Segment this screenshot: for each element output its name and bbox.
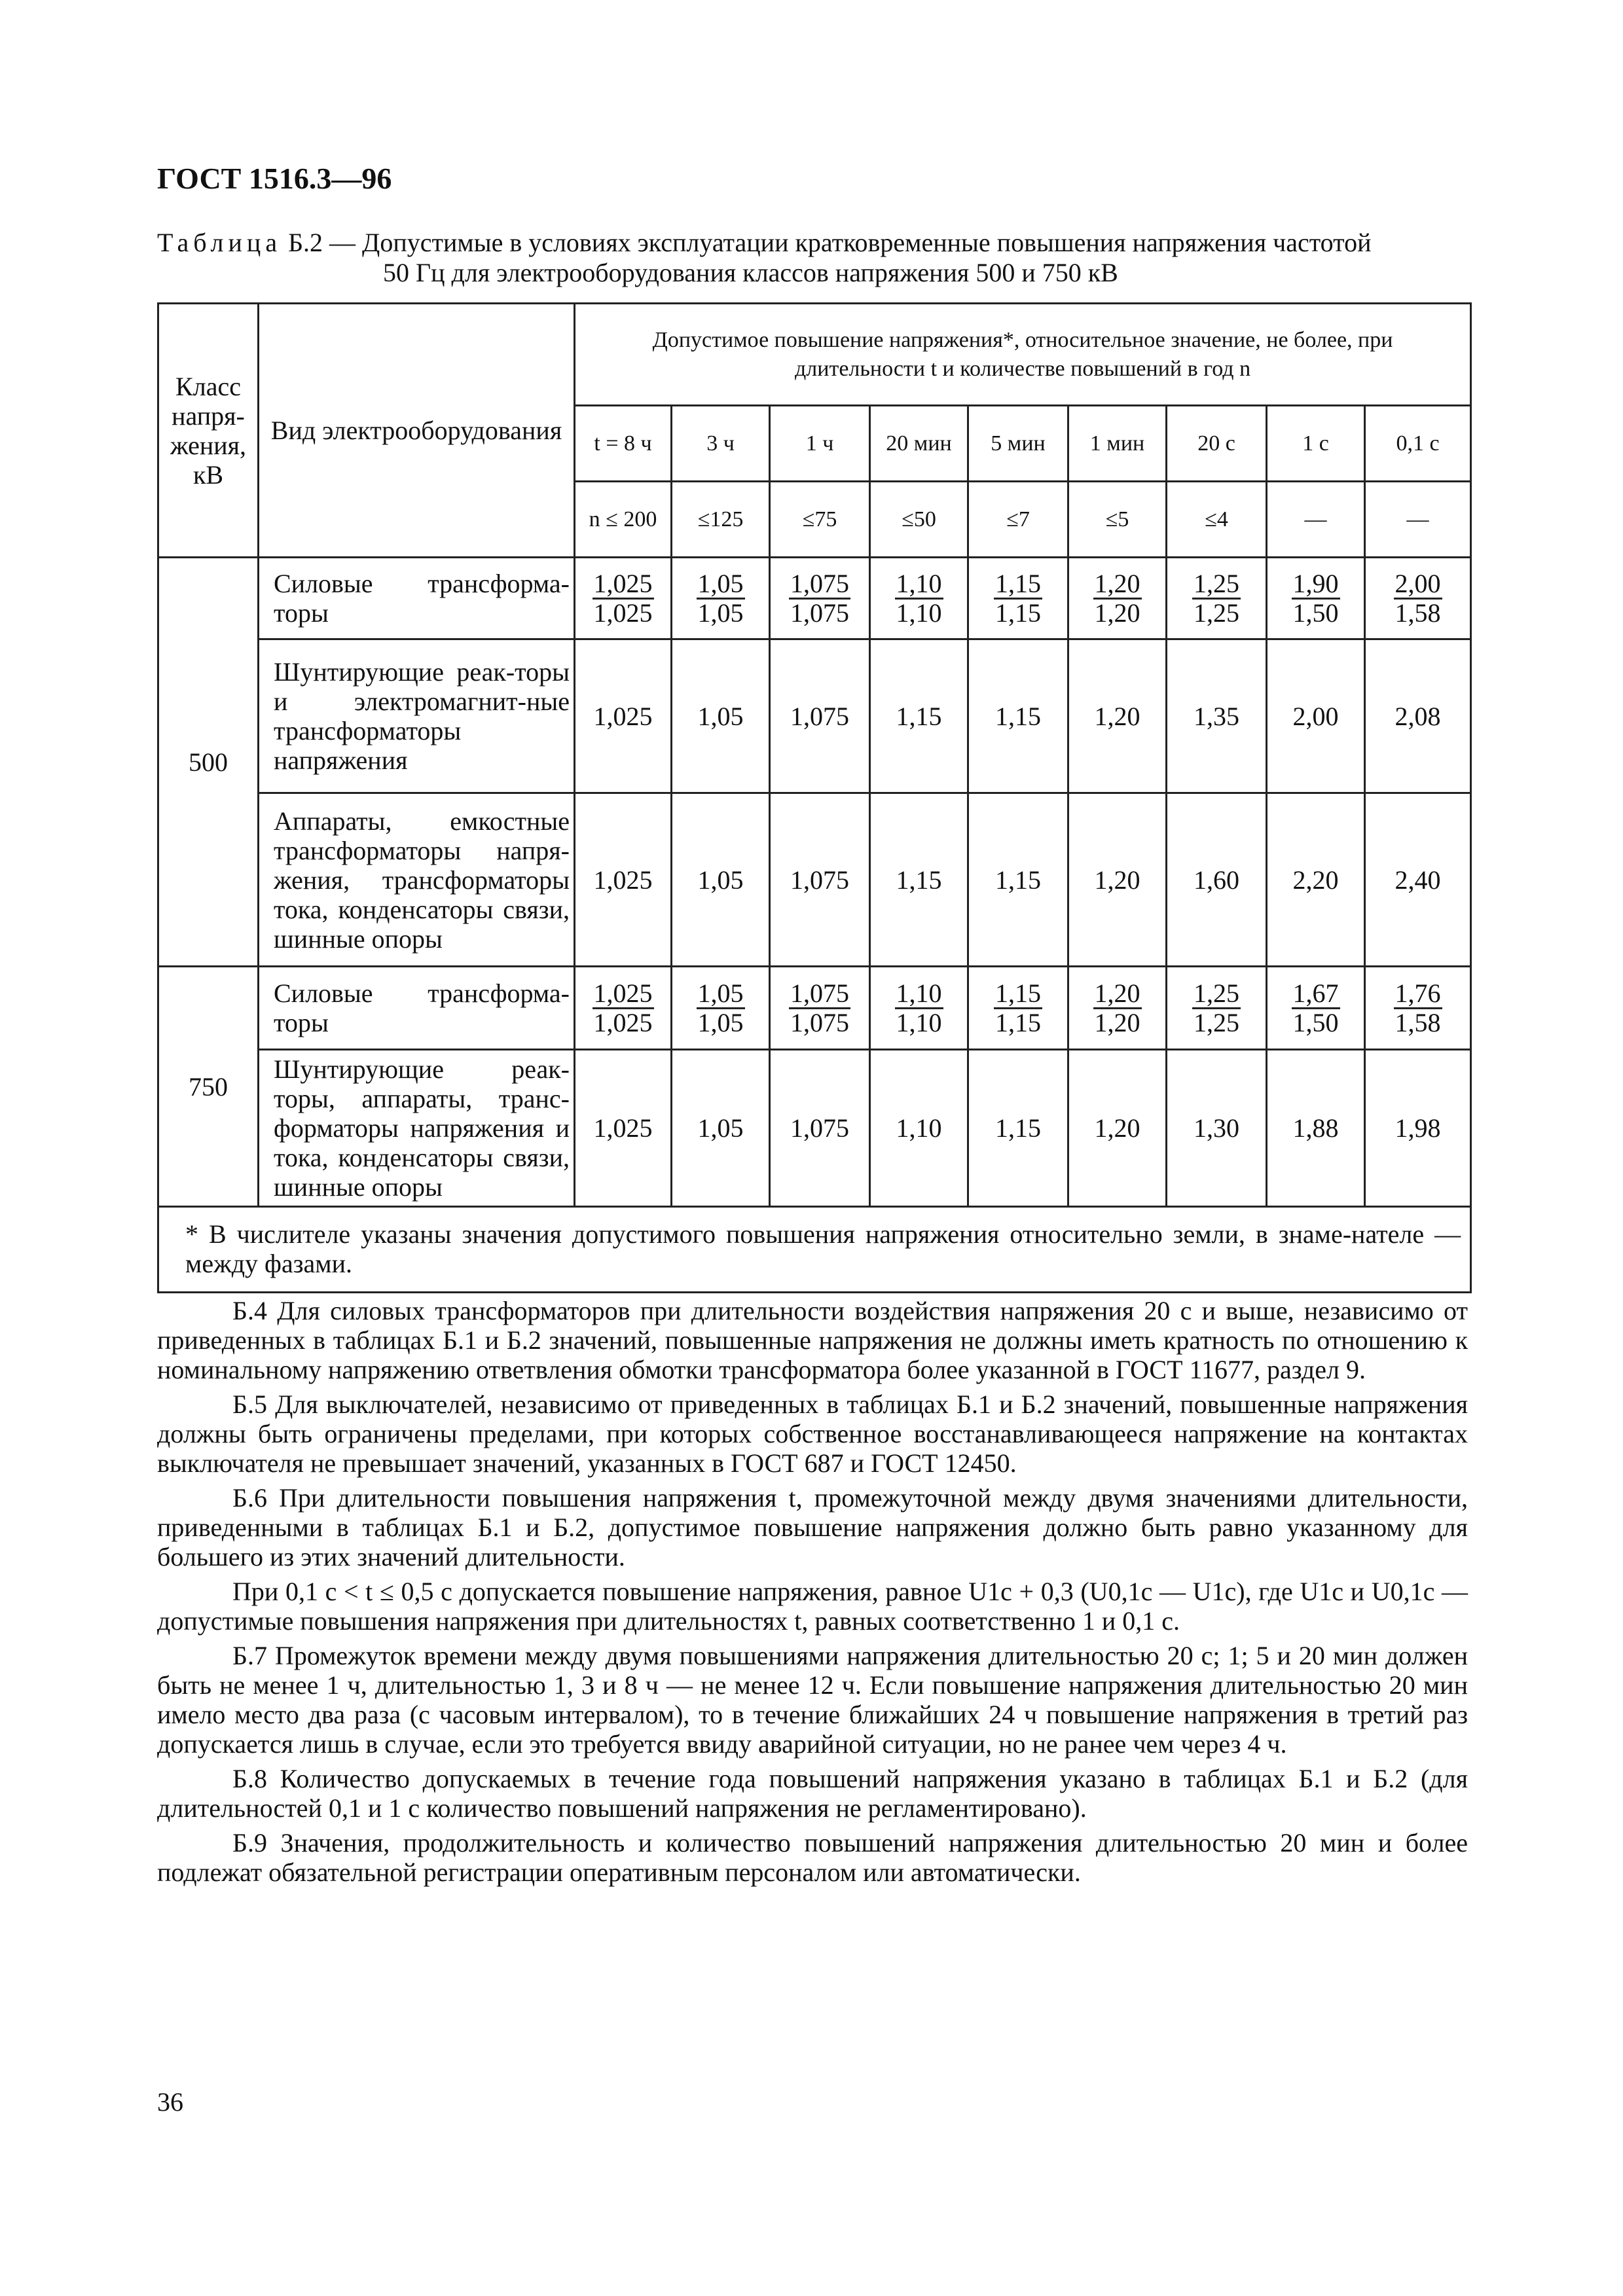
value-cell (1167, 558, 1267, 639)
denominator: 1,025 (593, 1007, 653, 1037)
header-kind: Вид электрооборудования (259, 304, 575, 558)
value-cell: 1,15 (968, 793, 1068, 967)
denominator: 1,20 (1094, 1007, 1140, 1037)
duration-header: 20 мин (870, 406, 968, 482)
numerator: 1,05 (697, 978, 744, 1008)
value-cell: 2,40 (1365, 793, 1471, 967)
paragraph: Б.7 Промежуток времени между двумя повышениями напряжения длительностью 20 с; 1; 5 и 20 мин должен быть не менее 1 ч, длительностью 1, 3 и 8 ч — не менее 12 ч. Если повышение напряжения длительностью 20 мин имело место два раза (с часовым интервалом), то в течение ближайших 24 ч повышение напряжения в третий раз допускается лишь в случае, если это требуется ввиду аварийной ситуации, но не ранее чем через 4 ч. (157, 1641, 1468, 1759)
numerator: 1,025 (593, 568, 653, 598)
denominator: 1,025 (593, 598, 653, 628)
duration-header: 20 с (1167, 406, 1267, 482)
class-500-cell: 500 (158, 558, 259, 967)
numerator: 1,67 (1292, 978, 1339, 1008)
duration-header: t = 8 ч (575, 406, 672, 482)
paragraph: Б.5 Для выключателей, независимо от приведенных в таблицах Б.1 и Б.2 значений, повышенные напряжения должны быть ограничены пределами, при которых собственное восстанавливающееся напряжение на контактах выключателя не превышает значений, указанных в ГОСТ 687 и ГОСТ 12450. (157, 1390, 1468, 1478)
value-cell (1267, 558, 1365, 639)
value-cell: 1,15 (870, 793, 968, 967)
value-cell (1365, 558, 1471, 639)
value-cell (770, 967, 870, 1050)
value-cell: 2,00 (1267, 639, 1365, 793)
denominator: 1,15 (995, 1007, 1041, 1037)
fraction-value (1394, 570, 1442, 627)
fraction-value (895, 980, 943, 1037)
denominator: 1,50 (1292, 1007, 1339, 1037)
equipment-kind: Силовые трансформа-торы (259, 558, 575, 639)
value-cell: 1,20 (1068, 639, 1167, 793)
count-header: ≤75 (770, 482, 870, 558)
value-cell (1068, 558, 1167, 639)
caption-line2: 50 Гц для электрооборудования классов напряжения 500 и 750 кВ (383, 258, 1118, 287)
duration-header: 1 с (1267, 406, 1365, 482)
count-header: — (1267, 482, 1365, 558)
value-cell (1267, 967, 1365, 1050)
equipment-kind: Силовые трансформа-торы (259, 967, 575, 1050)
value-cell: 1,05 (672, 1050, 770, 1207)
denominator: 1,50 (1292, 598, 1339, 628)
numerator: 2,00 (1395, 568, 1441, 598)
count-header: ≤5 (1068, 482, 1167, 558)
fraction-value (1192, 980, 1241, 1037)
fraction-value (593, 980, 654, 1037)
value-cell: 1,88 (1267, 1050, 1365, 1207)
value-cell (1068, 967, 1167, 1050)
value-cell: 1,35 (1167, 639, 1267, 793)
fraction-value (789, 980, 850, 1037)
duration-header: 5 мин (968, 406, 1068, 482)
denominator: 1,075 (790, 1007, 849, 1037)
fraction-value (593, 570, 654, 627)
value-cell: 1,30 (1167, 1050, 1267, 1207)
header-group: Допустимое повышение напряжения*, относительное значение, не более, при длительности t и количестве повышений в год n (575, 304, 1471, 406)
value-cell: 1,60 (1167, 793, 1267, 967)
value-cell: 1,20 (1068, 1050, 1167, 1207)
numerator: 1,05 (697, 568, 744, 598)
numerator: 1,10 (896, 978, 942, 1008)
numerator: 1,10 (896, 568, 942, 598)
fraction-value (1292, 980, 1340, 1037)
value-cell: 1,025 (575, 793, 672, 967)
count-header: ≤50 (870, 482, 968, 558)
value-cell: 2,08 (1365, 639, 1471, 793)
header-class: Класс напря-жения, кВ (158, 304, 259, 558)
denominator: 1,075 (790, 598, 849, 628)
numerator: 1,90 (1292, 568, 1339, 598)
fraction-value (895, 570, 943, 627)
fraction-value (1093, 980, 1142, 1037)
value-cell (1167, 967, 1267, 1050)
count-header: n ≤ 200 (575, 482, 672, 558)
paragraph: Б.4 Для силовых трансформаторов при длительности воздействия напряжения 20 с и выше, независимо от приведенных в таблицах Б.1 и Б.2 значений, повышенные напряжения не должны иметь кратность по отношению к номинальному напряжению ответвления обмотки трансформатора более указанной в ГОСТ 11677, раздел 9. (157, 1296, 1468, 1384)
value-cell: 1,98 (1365, 1050, 1471, 1207)
body-text (157, 1296, 1468, 1892)
value-cell: 1,075 (770, 1050, 870, 1207)
value-cell: 1,025 (575, 1050, 672, 1207)
denominator: 1,05 (697, 598, 744, 628)
numerator: 1,20 (1094, 568, 1140, 598)
duration-header: 3 ч (672, 406, 770, 482)
value-cell (968, 967, 1068, 1050)
count-header: ≤4 (1167, 482, 1267, 558)
caption-label: Таблица (157, 228, 282, 257)
value-cell (672, 558, 770, 639)
equipment-kind: Шунтирующие реак-торы и электромагнит-ные трансформаторы напряжения (259, 639, 575, 793)
denominator: 1,58 (1395, 1007, 1441, 1037)
value-cell (672, 967, 770, 1050)
numerator: 1,025 (593, 978, 653, 1008)
value-cell: 1,05 (672, 639, 770, 793)
value-cell: 1,075 (770, 639, 870, 793)
count-header: — (1365, 482, 1471, 558)
numerator: 1,76 (1395, 978, 1441, 1008)
denominator: 1,25 (1194, 1007, 1239, 1037)
numerator: 1,15 (995, 978, 1041, 1008)
denominator: 1,58 (1395, 598, 1441, 628)
caption-line1: Б.2 — Допустимые в условиях эксплуатации кратковременные повышения напряжения частотой (282, 228, 1372, 257)
numerator: 1,25 (1194, 568, 1239, 598)
value-cell (1365, 967, 1471, 1050)
value-cell: 1,20 (1068, 793, 1167, 967)
voltage-table (157, 302, 1472, 1293)
count-header: ≤125 (672, 482, 770, 558)
paragraph: Б.9 Значения, продолжительность и количество повышений напряжения длительностью 20 мин и более подлежат обязательной регистрации оперативным персоналом или автоматически. (157, 1828, 1468, 1887)
fraction-value (697, 980, 745, 1037)
equipment-kind: Аппараты, емкостные трансформаторы напря-жения, трансформаторы тока, конденсаторы связи, шинные опоры (259, 793, 575, 967)
fraction-value (697, 570, 745, 627)
duration-header: 1 мин (1068, 406, 1167, 482)
denominator: 1,15 (995, 598, 1041, 628)
fraction-value (994, 980, 1042, 1037)
fraction-value (994, 570, 1042, 627)
value-cell: 1,15 (870, 639, 968, 793)
value-cell (575, 558, 672, 639)
numerator: 1,20 (1094, 978, 1140, 1008)
fraction-value (1394, 980, 1442, 1037)
fraction-value (789, 570, 850, 627)
table-footnote: * В числителе указаны значения допустимого повышения напряжения относительно земли, в знаме-нателе — между фазами. (158, 1207, 1471, 1293)
value-cell: 1,075 (770, 793, 870, 967)
value-cell: 1,10 (870, 1050, 968, 1207)
denominator: 1,10 (896, 598, 942, 628)
numerator: 1,075 (790, 978, 849, 1008)
value-cell (968, 558, 1068, 639)
value-cell (870, 967, 968, 1050)
class-750-cell: 750 (158, 967, 259, 1207)
value-cell: 1,05 (672, 793, 770, 967)
denominator: 1,20 (1094, 598, 1140, 628)
numerator: 1,15 (995, 568, 1041, 598)
value-cell (770, 558, 870, 639)
page-number: 36 (157, 2087, 183, 2117)
duration-header: 1 ч (770, 406, 870, 482)
value-cell: 1,025 (575, 639, 672, 793)
paragraph: При 0,1 с < t ≤ 0,5 с допускается повышение напряжения, равное U1c + 0,3 (U0,1c — U1c), где U1c и U0,1c — допустимые повышения напряжения при длительностях t, равных соответственно 1 и 0,1 с. (157, 1577, 1468, 1636)
paragraph: Б.8 Количество допускаемых в течение года повышений напряжения указано в таблицах Б.1 и Б.2 (для длительностей 0,1 и 1 с количество повышений напряжения не регламентировано). (157, 1764, 1468, 1823)
numerator: 1,25 (1194, 978, 1239, 1008)
paragraph: Б.6 При длительности повышения напряжения t, промежуточной между двумя значениями длительности, приведенными в таблицах Б.1 и Б.2, допустимое повышение напряжения должно быть равно указанному для большего из этих значений длительности. (157, 1483, 1468, 1571)
denominator: 1,25 (1194, 598, 1239, 628)
value-cell: 1,15 (968, 639, 1068, 793)
equipment-kind: Шунтирующие реак-торы, аппараты, транс-форматоры напряжения и тока, конденсаторы связи, шинные опоры (259, 1050, 575, 1207)
document-header: ГОСТ 1516.3—96 (157, 162, 392, 195)
value-cell: 2,20 (1267, 793, 1365, 967)
value-cell (575, 967, 672, 1050)
denominator: 1,10 (896, 1007, 942, 1037)
fraction-value (1292, 570, 1340, 627)
value-cell: 1,15 (968, 1050, 1068, 1207)
fraction-value (1192, 570, 1241, 627)
fraction-value (1093, 570, 1142, 627)
denominator: 1,05 (697, 1007, 744, 1037)
table-caption (157, 228, 1467, 288)
count-header: ≤7 (968, 482, 1068, 558)
value-cell (870, 558, 968, 639)
numerator: 1,075 (790, 568, 849, 598)
duration-header: 0,1 с (1365, 406, 1471, 482)
